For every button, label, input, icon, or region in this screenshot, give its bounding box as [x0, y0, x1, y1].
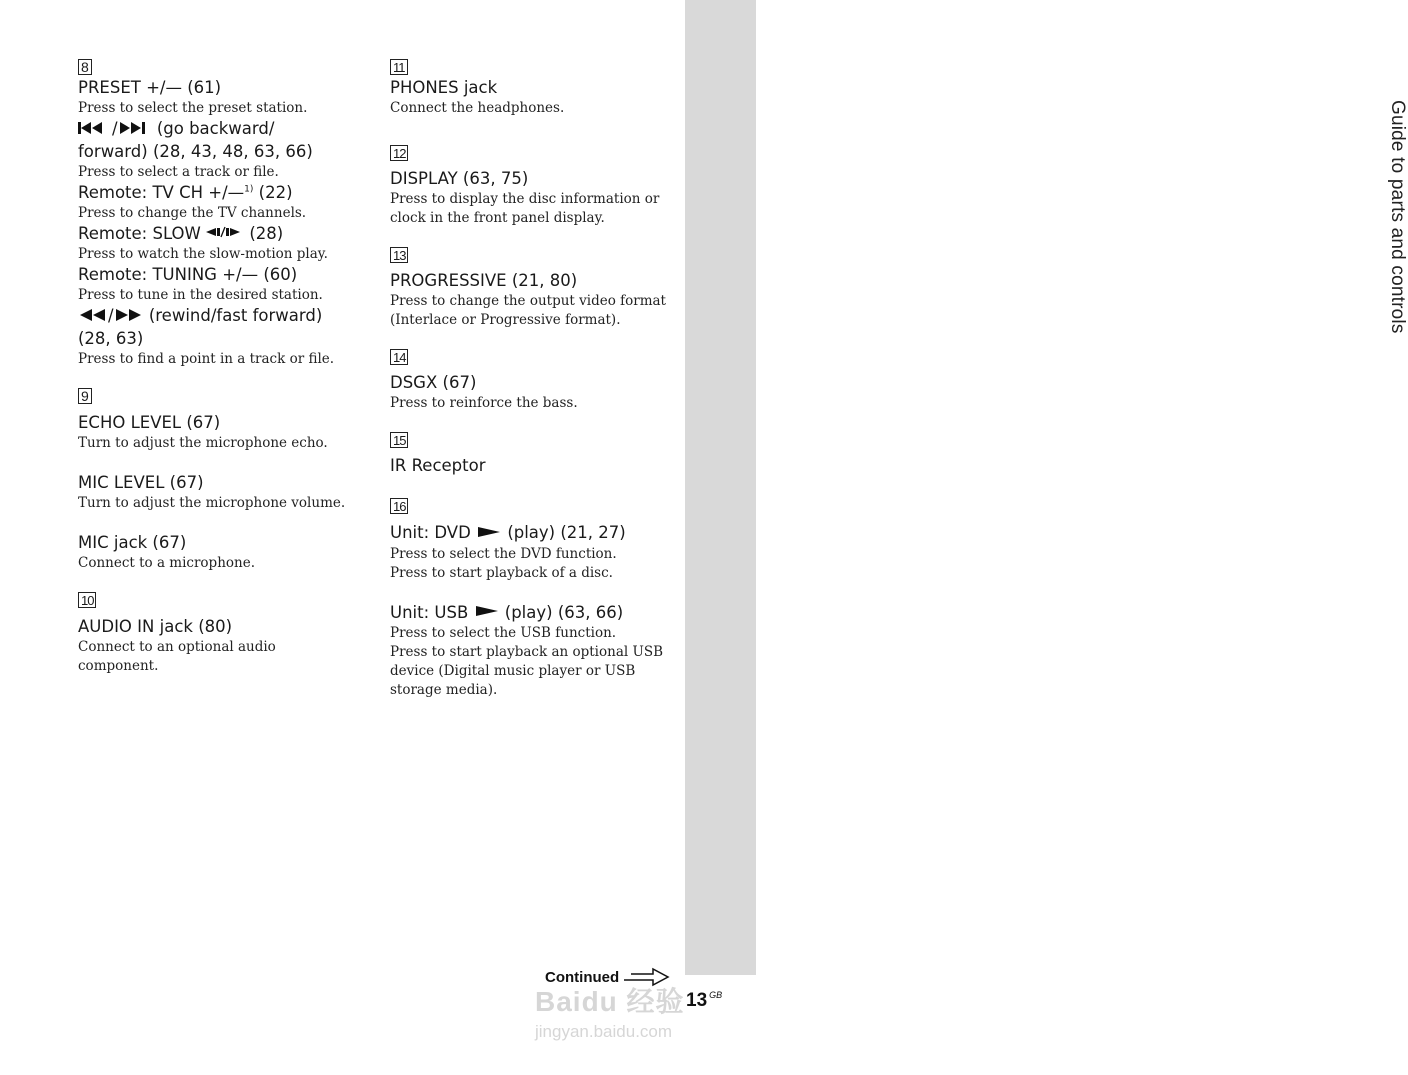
tvch-title: Remote: TV CH +/— — [78, 182, 245, 202]
page-region-code: GB — [709, 990, 723, 1000]
play-icon — [476, 523, 502, 545]
heading-preset: PRESET +/— (61) — [78, 78, 222, 97]
heading-phones: PHONES jack — [390, 78, 498, 97]
skip-title-line1: (go backward/ — [156, 119, 275, 138]
desc-audio-in-line2: component. — [78, 657, 159, 674]
desc-usb-line4: storage media). — [390, 682, 498, 698]
desc-tuning: Press to tune in the desired station. — [78, 287, 323, 303]
dvd-title: Unit: DVD — [390, 523, 471, 542]
footnote-ref: 1) — [244, 184, 254, 194]
heading-unit-dvd — [390, 522, 675, 545]
heading-progressive: PROGRESSIVE (21, 80) — [390, 271, 578, 290]
heading-dsgx: DSGX (67) — [390, 373, 477, 392]
skip-forward-icon — [118, 119, 152, 141]
desc-phones: Connect the headphones. — [390, 100, 565, 116]
desc-display-line1: Press to display the disc information or — [390, 191, 660, 207]
skip-title-line2: forward) (28, 43, 48, 63, 66) — [78, 141, 313, 161]
desc-preset: Press to select the preset station. — [78, 100, 308, 116]
skip-separator: / — [112, 119, 118, 138]
section-number-10: 10 — [78, 592, 96, 608]
desc-dvd-line2: Press to start playback of a disc. — [390, 564, 613, 581]
desc-display-line2: clock in the front panel display. — [390, 210, 605, 226]
desc-mic-jack: Connect to a microphone. — [78, 554, 255, 571]
play-icon — [474, 602, 500, 624]
section-number-13: 13 — [390, 247, 408, 263]
heading-mic-jack: MIC jack (67) — [78, 532, 187, 552]
desc-usb-line1: Press to select the USB function. — [390, 625, 617, 641]
desc-usb-line2: Press to start playback an optional USB — [390, 644, 664, 660]
fast-forward-icon — [114, 306, 144, 328]
desc-dvd-line1: Press to select the DVD function. — [390, 545, 617, 562]
slow-pages: (28) — [249, 223, 284, 243]
slow-title: Remote: SLOW — [78, 223, 201, 243]
section-number-15: 15 — [390, 432, 408, 448]
heading-echo: ECHO LEVEL (67) — [78, 412, 221, 432]
desc-echo: Turn to adjust the microphone echo. — [78, 434, 328, 451]
section-number-14: 14 — [390, 349, 408, 365]
desc-rewind: Press to find a point in a track or file. — [78, 350, 335, 367]
heading-ir-receptor: IR Receptor — [390, 456, 486, 475]
section-number-9: 9 — [78, 388, 92, 404]
section-number-11: 11 — [390, 59, 408, 75]
continued-text: Continued — [545, 968, 620, 986]
heading-display: DISPLAY (63, 75) — [390, 169, 529, 188]
rewind-title-line1: (rewind/fast forward) — [148, 306, 323, 325]
heading-tuning: Remote: TUNING +/— (60) — [78, 265, 298, 284]
heading-mic-level: MIC LEVEL (67) — [78, 472, 204, 492]
rewind-separator: / — [108, 306, 114, 325]
page-number — [686, 990, 722, 1012]
usb-title: Unit: USB — [390, 602, 469, 622]
rewind-title-line2: (28, 63) — [78, 328, 144, 348]
section-number-12: 12 — [390, 145, 408, 161]
usb-pages: (play) (63, 66) — [504, 602, 624, 622]
desc-progressive-line1: Press to change the output video format — [390, 293, 666, 309]
desc-tvch: Press to change the TV channels. — [78, 204, 307, 221]
heading-rewind — [78, 305, 368, 328]
desc-mic-level: Turn to adjust the microphone volume. — [78, 494, 346, 511]
baidu-watermark — [535, 980, 685, 1042]
heading-unit-usb — [390, 602, 675, 625]
page-number-value: 13 — [686, 990, 708, 1011]
desc-progressive-line2: (Interlace or Progressive format). — [390, 312, 621, 328]
desc-slow: Press to watch the slow-motion play. — [78, 246, 328, 262]
heading-audio-in: AUDIO IN jack (80) — [78, 616, 233, 636]
tvch-pages: (22) — [258, 182, 293, 202]
heading-skip — [78, 118, 368, 141]
right-column — [390, 58, 675, 700]
dvd-pages: (play) (21, 27) — [507, 523, 626, 542]
section-number-16: 16 — [390, 498, 408, 514]
skip-back-icon — [78, 119, 112, 141]
rewind-icon — [78, 306, 108, 328]
watermark-url: jingyan.baidu.com — [535, 1022, 673, 1041]
chapter-title: Guide to parts and controls — [1387, 100, 1408, 334]
section-number-8: 8 — [78, 59, 92, 75]
desc-audio-in-line1: Connect to an optional audio — [78, 638, 276, 655]
desc-dsgx: Press to reinforce the bass. — [390, 395, 578, 411]
slow-motion-icon — [206, 223, 244, 245]
desc-usb-line3: device (Digital music player or USB — [390, 663, 636, 679]
heading-slow — [78, 223, 368, 246]
left-column — [78, 58, 368, 676]
watermark-brand: Baidu 经验 — [535, 986, 685, 1017]
desc-skip: Press to select a track or file. — [78, 163, 279, 180]
heading-tvch — [78, 182, 368, 204]
